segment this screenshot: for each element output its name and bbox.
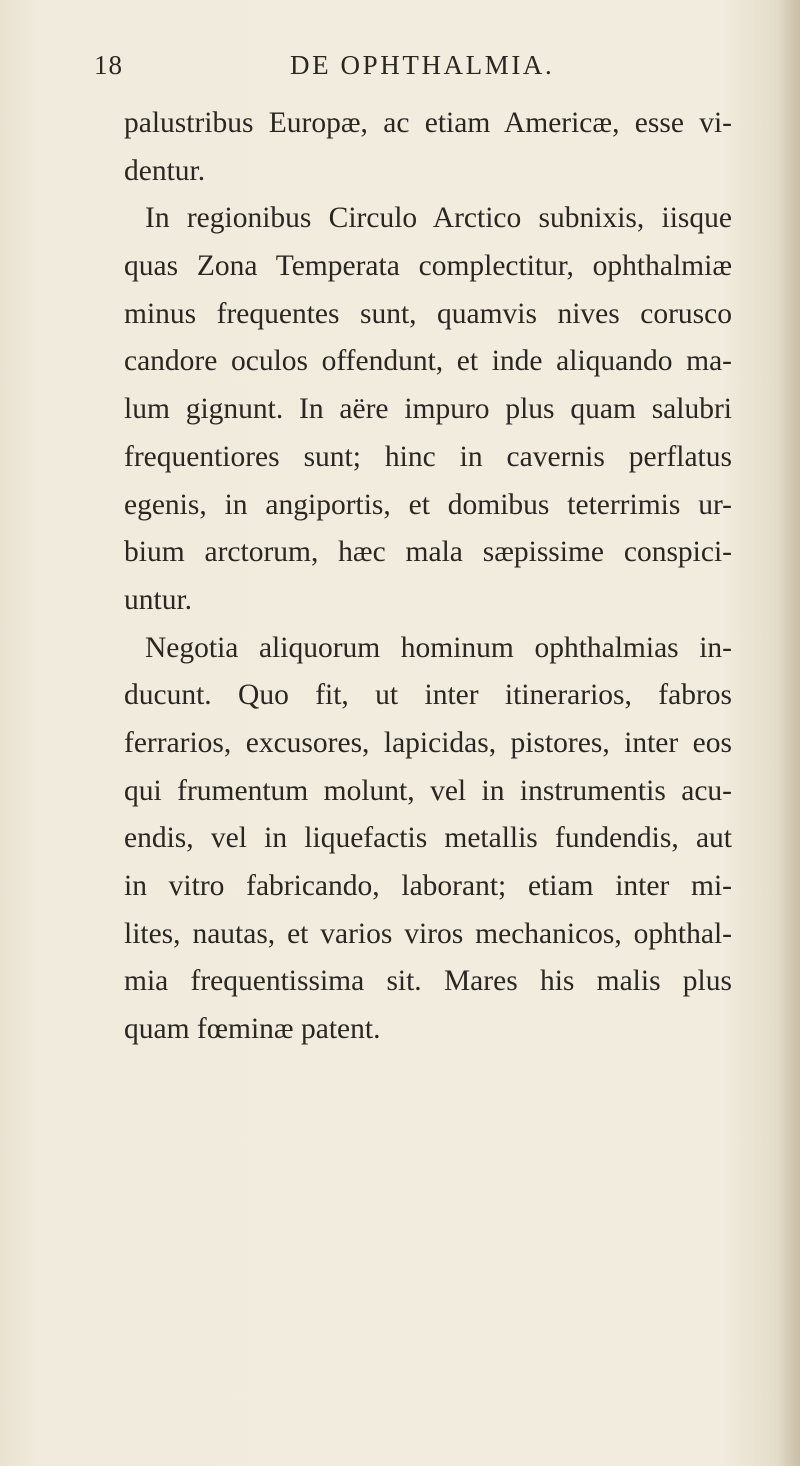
text-line: dentur.: [124, 154, 206, 187]
text-line: palustribus Europæ, ac etiam Americæ, esse vi-: [124, 107, 732, 139]
running-head: DE OPHTHALMIA.: [290, 50, 555, 80]
page-edge-shadow: [778, 0, 800, 1466]
page-number: 18: [94, 50, 123, 80]
text-line: endis, vel in liquefactis metallis fundendis, aut: [124, 822, 732, 855]
text-line: lites, nautas, et varios viros mechanicos, ophthal-: [124, 917, 732, 950]
text-line: ducunt. Quo fit, ut inter itinerarios, fabros: [124, 679, 732, 712]
paragraph-3: [124, 625, 732, 1054]
text-line: minus frequentes sunt, quamvis nives corusco: [124, 297, 732, 330]
text-line: Negotia aliquorum hominum ophthalmias in-: [145, 631, 732, 664]
paragraph-1: [124, 100, 732, 195]
text-line: qui frumentum molunt, vel in instrumentis acu-: [124, 774, 732, 807]
text-line: mia frequentissima sit. Mares his malis plus: [124, 965, 732, 998]
text-line: bium arctorum, hæc mala sæpissime conspici-: [124, 536, 732, 569]
text-line: ferrarios, excusores, lapicidas, pistores, inter eos: [124, 726, 732, 759]
text-line: egenis, in angiportis, et domibus teterrimis ur-: [124, 488, 732, 521]
paragraph-2: [124, 195, 732, 624]
text-line: lum gignunt. In aëre impuro plus quam salubri: [124, 393, 732, 426]
body-text: [124, 100, 732, 1054]
page-header: [0, 50, 800, 90]
text-line: untur.: [124, 583, 193, 616]
text-line: quas Zona Temperata complectitur, ophthalmiæ: [124, 250, 732, 283]
text-line: in vitro fabricando, laborant; etiam inter mi-: [124, 870, 732, 902]
text-line: candore oculos offendunt, et inde aliquando ma-: [124, 345, 732, 378]
text-line: frequentiores sunt; hinc in cavernis perflatus: [124, 440, 732, 473]
text-line: In regionibus Circulo Arctico subnixis, iisque: [145, 202, 732, 235]
text-line: quam fœminæ patent.: [124, 1013, 381, 1046]
